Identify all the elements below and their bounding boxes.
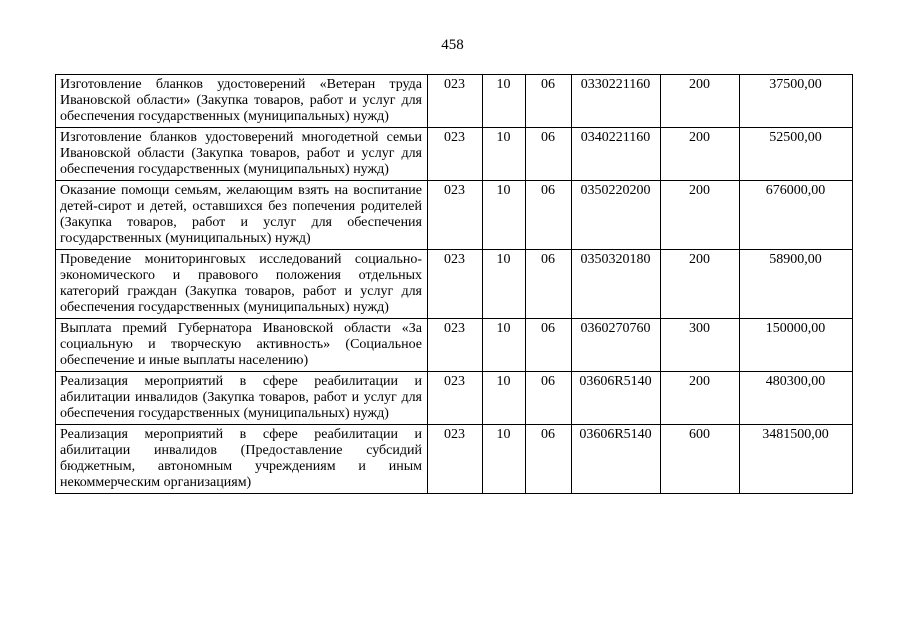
subsection-cell: 06 bbox=[526, 319, 572, 372]
section-cell: 10 bbox=[483, 319, 526, 372]
subsection-cell: 06 bbox=[526, 372, 572, 425]
row-name-cell: Оказание помощи семьям, желающим взять на воспитание детей-сирот и детей, оставшихся без попечения родителей (Закупка товаров, работ и услуг для обеспечения государственных (муниципальных) нужд) bbox=[56, 181, 428, 250]
expense-type-cell: 600 bbox=[661, 425, 740, 494]
table-row bbox=[56, 75, 853, 128]
section-cell: 10 bbox=[483, 425, 526, 494]
table-row bbox=[56, 372, 853, 425]
target-article-cell: 0360270760 bbox=[572, 319, 661, 372]
section-cell: 10 bbox=[483, 181, 526, 250]
target-article-cell: 0350320180 bbox=[572, 250, 661, 319]
subsection-cell: 06 bbox=[526, 250, 572, 319]
row-name-cell: Реализация мероприятий в сфере реабилитации и абилитации инвалидов (Закупка товаров, работ и услуг для обеспечения государственных (муниципальных) нужд) bbox=[56, 372, 428, 425]
table-row bbox=[56, 128, 853, 181]
subsection-cell: 06 bbox=[526, 75, 572, 128]
target-article-cell: 0330221160 bbox=[572, 75, 661, 128]
amount-cell: 58900,00 bbox=[740, 250, 853, 319]
subsection-cell: 06 bbox=[526, 181, 572, 250]
row-name-cell: Проведение мониторинговых исследований социально-экономического и правового положения отдельных категорий граждан (Закупка товаров, работ и услуг для обеспечения государственных (муниципальных) нужд) bbox=[56, 250, 428, 319]
ministry-code-cell: 023 bbox=[428, 319, 483, 372]
ministry-code-cell: 023 bbox=[428, 128, 483, 181]
expense-type-cell: 200 bbox=[661, 128, 740, 181]
page-number: 458 bbox=[441, 37, 464, 53]
subsection-cell: 06 bbox=[526, 425, 572, 494]
amount-cell: 150000,00 bbox=[740, 319, 853, 372]
ministry-code-cell: 023 bbox=[428, 372, 483, 425]
budget-table bbox=[55, 74, 853, 494]
amount-cell: 37500,00 bbox=[740, 75, 853, 128]
row-name-cell: Изготовление бланков удостоверений «Ветеран труда Ивановской области» (Закупка товаров, работ и услуг для обеспечения государственных (муниципальных) нужд) bbox=[56, 75, 428, 128]
target-article-cell: 03606R5140 bbox=[572, 425, 661, 494]
table-row bbox=[56, 425, 853, 494]
amount-cell: 52500,00 bbox=[740, 128, 853, 181]
section-cell: 10 bbox=[483, 250, 526, 319]
target-article-cell: 0340221160 bbox=[572, 128, 661, 181]
expense-type-cell: 200 bbox=[661, 250, 740, 319]
table-row bbox=[56, 250, 853, 319]
expense-type-cell: 200 bbox=[661, 372, 740, 425]
row-name-cell: Выплата премий Губернатора Ивановской области «За социальную и творческую активность» (Социальное обеспечение и иные выплаты населению) bbox=[56, 319, 428, 372]
ministry-code-cell: 023 bbox=[428, 425, 483, 494]
row-name-cell: Изготовление бланков удостоверений многодетной семьи Ивановской области (Закупка товаров, работ и услуг для обеспечения государственных (муниципальных) нужд) bbox=[56, 128, 428, 181]
row-name-cell: Реализация мероприятий в сфере реабилитации и абилитации инвалидов (Предоставление субсидий бюджетным, автономным учреждениям и иным некоммерческим организациям) bbox=[56, 425, 428, 494]
ministry-code-cell: 023 bbox=[428, 181, 483, 250]
section-cell: 10 bbox=[483, 75, 526, 128]
section-cell: 10 bbox=[483, 372, 526, 425]
target-article-cell: 0350220200 bbox=[572, 181, 661, 250]
expense-type-cell: 200 bbox=[661, 75, 740, 128]
target-article-cell: 03606R5140 bbox=[572, 372, 661, 425]
ministry-code-cell: 023 bbox=[428, 75, 483, 128]
expense-type-cell: 300 bbox=[661, 319, 740, 372]
amount-cell: 3481500,00 bbox=[740, 425, 853, 494]
amount-cell: 676000,00 bbox=[740, 181, 853, 250]
table-row bbox=[56, 181, 853, 250]
ministry-code-cell: 023 bbox=[428, 250, 483, 319]
expense-type-cell: 200 bbox=[661, 181, 740, 250]
table-row bbox=[56, 319, 853, 372]
amount-cell: 480300,00 bbox=[740, 372, 853, 425]
subsection-cell: 06 bbox=[526, 128, 572, 181]
section-cell: 10 bbox=[483, 128, 526, 181]
